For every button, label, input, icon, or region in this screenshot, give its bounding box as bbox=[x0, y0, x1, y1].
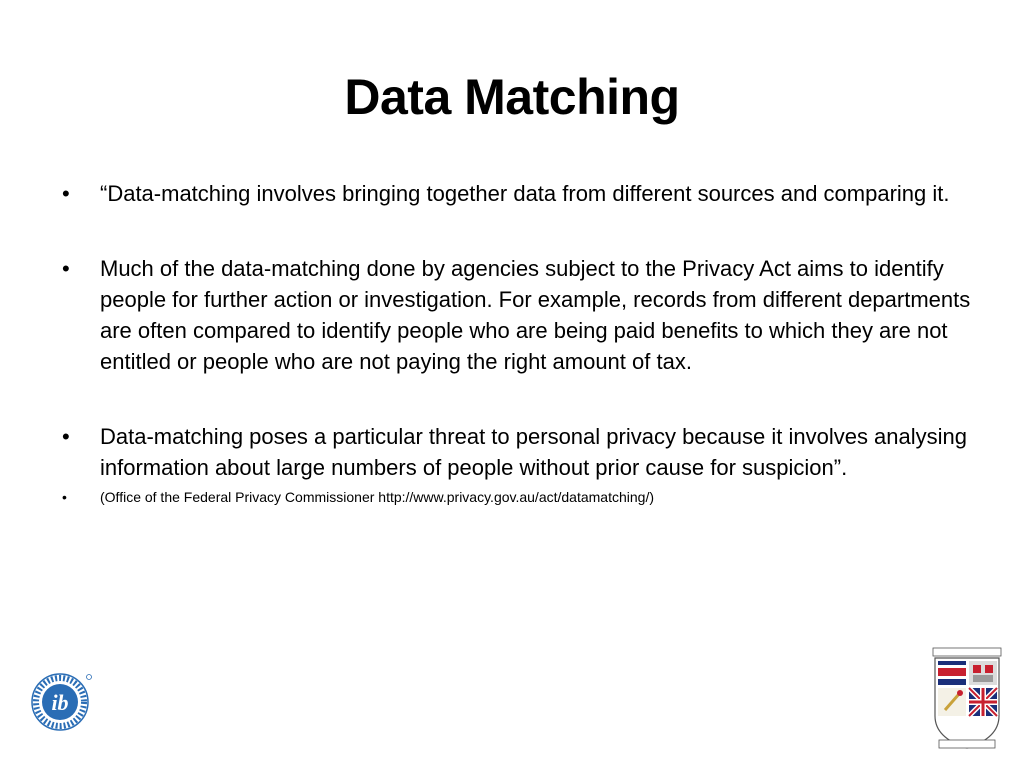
bullet-text: “Data-matching involves bringing together data from different sources and comparing it. bbox=[100, 181, 950, 206]
bullet-text: Data-matching poses a particular threat to personal privacy because it involves analysing information about large numbers of people without prior cause for suspicion”. bbox=[100, 424, 968, 480]
citation-text: (Office of the Federal Privacy Commissioner http://www.privacy.gov.au/act/datamatching/) bbox=[100, 489, 654, 505]
bullet-marker: • bbox=[62, 181, 70, 206]
ib-logo-text: ib bbox=[51, 690, 69, 715]
citation-item bbox=[62, 487, 972, 507]
bullet-list bbox=[62, 178, 972, 507]
bullet-item bbox=[62, 421, 972, 483]
slide-title: Data Matching bbox=[344, 69, 680, 125]
bullet-text: Much of the data-matching done by agencies subject to the Privacy Act aims to identify people for further action or investigation. For example, records from different departments are often compared to identify people who are being paid benefits to which they are not entitled or people who are not paying the right amount of tax. bbox=[100, 256, 971, 374]
bullet-marker: • bbox=[62, 424, 70, 449]
ib-logo bbox=[28, 670, 94, 732]
school-crest bbox=[931, 646, 1003, 752]
bullet-item bbox=[62, 253, 972, 377]
bullet-marker: • bbox=[62, 489, 67, 505]
bullet-item bbox=[62, 178, 972, 209]
bullet-marker: • bbox=[62, 256, 70, 281]
